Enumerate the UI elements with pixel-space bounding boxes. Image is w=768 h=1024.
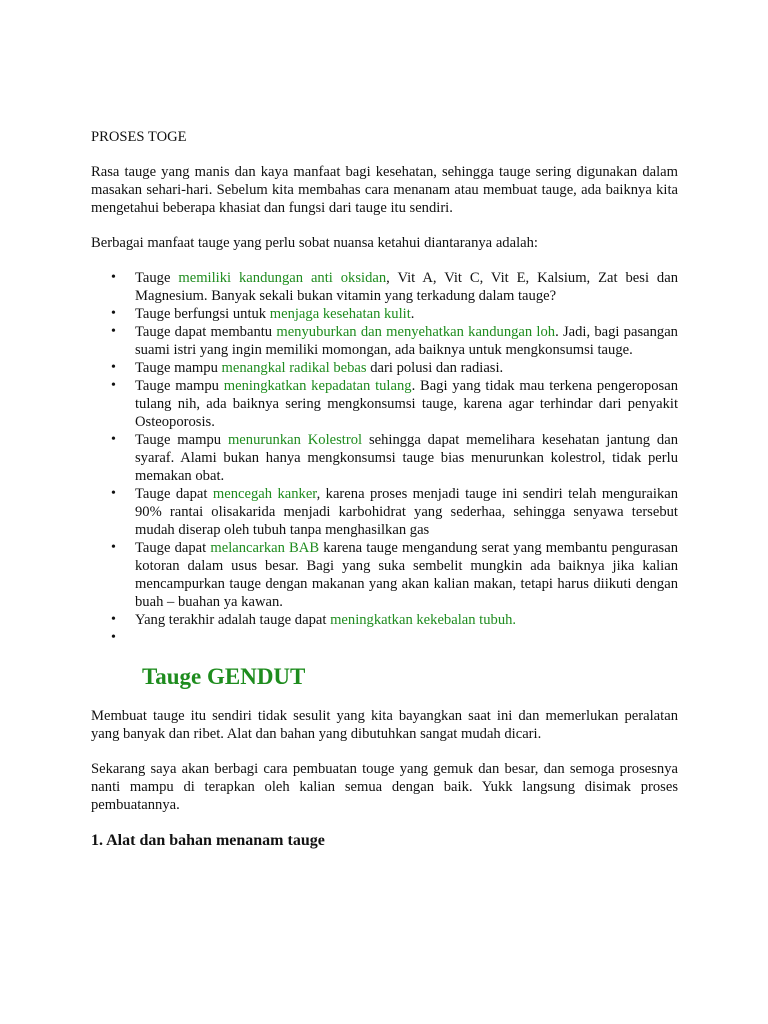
item-text: , karena proses menjadi tauge ini sendiri telah menguraikan 90% rantai olisakarida menjadi karbohidrat yang sederhaa, sehingga senyawa tersebut mudah diserap oleh tubuh tanpa menghasilkan gas xyxy=(135,486,679,538)
section-paragraph-1: Membuat tauge itu sendiri tidak sesulit yang kita bayangkan saat ini dan memerlukan peralatan yang banyak dan ribet. Alat dan bahan yang dibutuhkan sangat mudah dicari. xyxy=(91,708,678,742)
bullet-icon: • xyxy=(111,630,116,645)
list-item xyxy=(91,611,678,629)
highlight-text: memiliki kandungan anti oksidan xyxy=(178,270,387,286)
list-item xyxy=(91,377,678,431)
bullet-icon: • xyxy=(111,378,116,393)
item-text: . xyxy=(410,306,415,322)
bullet-icon: • xyxy=(111,360,116,375)
subsection-heading: 1. Alat dan bahan menanam tauge xyxy=(91,832,325,849)
list-item xyxy=(91,269,678,305)
item-text: Tauge mampu xyxy=(135,432,228,448)
item-text: Yang terakhir adalah tauge dapat xyxy=(135,612,331,628)
bullet-icon: • xyxy=(111,270,116,285)
highlight-text: meningkatkan kepadatan tulang xyxy=(223,378,412,394)
item-text: Tauge berfungsi untuk xyxy=(135,306,270,322)
section-heading: Tauge GENDUT xyxy=(142,664,306,689)
item-text: dari polusi dan radiasi. xyxy=(366,360,504,376)
document-body xyxy=(91,128,678,851)
highlight-text: mencegah kanker xyxy=(212,486,317,502)
item-text: karena tauge mengandung serat yang membantu pengurasan kotoran dalam usus besar. Bagi yang suka sembelit mungkin ada baiknya jika kalian mencampurkan tauge dengan makanan yang akan kalian makan, tetapi harus diikuti dengan buah – buahan ya kawan. xyxy=(135,540,679,610)
item-text: Tauge xyxy=(135,270,179,286)
item-text: Tauge dapat xyxy=(135,540,211,556)
item-text: Tauge dapat membantu xyxy=(135,324,277,340)
highlight-text: meningkatkan kekebalan tubuh. xyxy=(330,612,517,628)
section-paragraph-2: Sekarang saya akan berbagi cara pembuatan touge yang gemuk dan besar, dan semoga prosesnya nanti mampu di terapkan oleh kalian semua dengan baik. Yukk langsung disimak proses pembuatannya. xyxy=(91,761,678,813)
item-text: . Jadi, bagi pasangan suami istri yang ingin memiliki momongan, ada baiknya untuk mengkonsumsi tauge. xyxy=(135,324,678,358)
highlight-text: menjaga kesehatan kulit xyxy=(269,306,411,322)
list-intro-paragraph: Berbagai manfaat tauge yang perlu sobat nuansa ketahui diantaranya adalah: xyxy=(91,235,538,251)
bullet-icon: • xyxy=(111,432,116,447)
item-text: Tauge dapat xyxy=(135,486,213,502)
bullet-icon: • xyxy=(111,612,116,627)
list-item xyxy=(91,539,678,611)
list-item-empty xyxy=(91,629,678,647)
list-item xyxy=(91,485,678,539)
item-text: , Vit A, Vit C, Vit E, Kalsium, Zat besi dan Magnesium. Banyak sekali bukan vitamin yang terkadung dalam tauge? xyxy=(135,270,678,304)
highlight-text: menurunkan Kolestrol xyxy=(227,432,363,448)
highlight-text: melancarkan BAB xyxy=(210,540,320,556)
list-item xyxy=(91,359,678,377)
highlight-text: menyuburkan dan menyehatkan kandungan loh xyxy=(276,324,556,340)
bullet-icon: • xyxy=(111,540,116,555)
list-item xyxy=(91,431,678,485)
benefits-list xyxy=(91,269,678,647)
bullet-icon: • xyxy=(111,306,116,321)
list-item xyxy=(91,323,678,359)
item-text: Tauge mampu xyxy=(135,378,224,394)
item-text: Tauge mampu xyxy=(135,360,222,376)
document-title: PROSES TOGE xyxy=(91,129,187,145)
bullet-icon: • xyxy=(111,324,116,339)
item-text: sehingga dapat memelihara kesehatan jantung dan syaraf. Alami bukan hanya mengkonsumsi tauge bias menurunkan kolestrol, tidak perlu memakan obat. xyxy=(135,432,678,484)
highlight-text: menangkal radikal bebas xyxy=(221,360,367,376)
list-item xyxy=(91,305,678,323)
bullet-icon: • xyxy=(111,486,116,501)
intro-paragraph: Rasa tauge yang manis dan kaya manfaat bagi kesehatan, sehingga tauge sering digunakan dalam masakan sehari-hari. Sebelum kita membahas cara menanam atau membuat tauge, ada baiknya kita mengetahui beberapa khasiat dan fungsi dari tauge itu sendiri. xyxy=(91,164,678,216)
item-text: . Bagi yang tidak mau terkena pengeroposan tulang nih, ada baiknya sering mengkonsumsi tauge, karena agar terhindar dari penyakit Osteoporosis. xyxy=(135,378,678,430)
